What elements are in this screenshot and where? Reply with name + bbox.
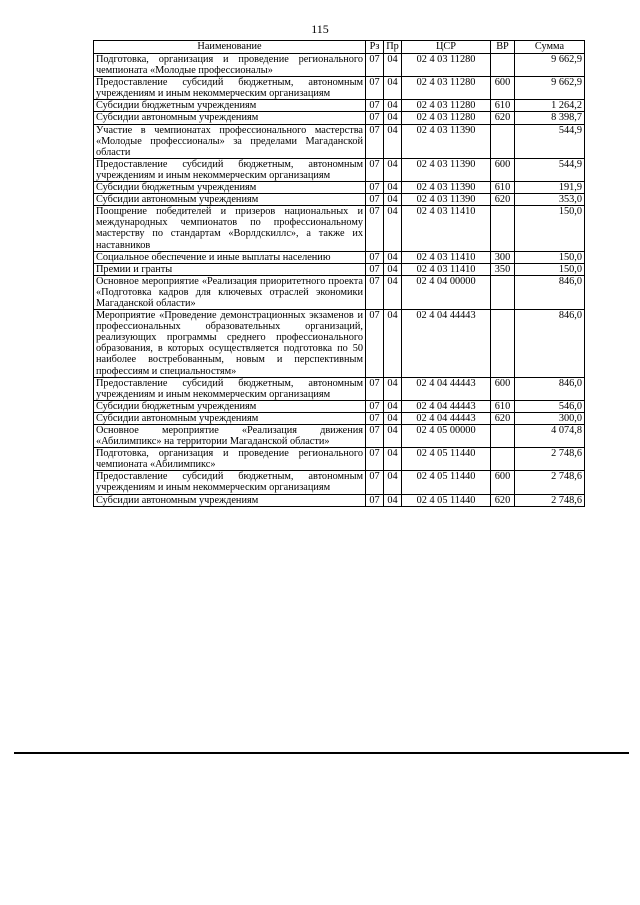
row-pr-cell: 04 [384,377,402,400]
row-pr-cell: 04 [384,182,402,194]
row-sum-cell: 544,9 [515,158,585,181]
row-vr-cell [491,275,515,309]
row-name-cell: Подготовка, организация и проведение регионального чемпионата «Абилимпикс» [94,448,366,471]
row-rz-cell: 07 [366,112,384,124]
row-vr-cell: 620 [491,412,515,424]
row-name-cell: Субсидии автономным учреждениям [94,194,366,206]
table-row [94,377,585,400]
row-vr-cell [491,448,515,471]
table-row [94,448,585,471]
row-csr-cell: 02 4 03 11280 [402,54,491,77]
row-name-cell: Субсидии бюджетным учреждениям [94,100,366,112]
row-rz-cell: 07 [366,263,384,275]
row-name-cell: Мероприятие «Проведение демонстрационных экзаменов и профессиональных образовательных организаций, реализующих программы среднего профессионального образования, в которых осуществляется подготовка по 50 наиболее востребованным, новым и перспективным профессиям и специальностям» [94,310,366,378]
row-name-cell: Социальное обеспечение и иные выплаты населению [94,251,366,263]
header-name: Наименование [94,41,366,54]
row-name-cell: Субсидии автономным учреждениям [94,112,366,124]
row-sum-cell: 150,0 [515,206,585,251]
row-vr-cell: 620 [491,194,515,206]
table-row [94,310,585,378]
row-sum-cell: 1 264,2 [515,100,585,112]
row-csr-cell: 02 4 03 11390 [402,158,491,181]
row-sum-cell: 150,0 [515,263,585,275]
table-row [94,182,585,194]
row-vr-cell: 600 [491,77,515,100]
row-sum-cell: 2 748,6 [515,448,585,471]
row-name-cell: Участие в чемпионатах профессионального мастерства «Молодые профессионалы» за пределами Магаданской области [94,124,366,158]
row-name-cell: Субсидии автономным учреждениям [94,412,366,424]
row-csr-cell: 02 4 03 11390 [402,124,491,158]
row-csr-cell: 02 4 04 44443 [402,377,491,400]
table-row [94,77,585,100]
row-pr-cell: 04 [384,310,402,378]
row-name-cell: Подготовка, организация и проведение регионального чемпионата «Молодые профессионалы» [94,54,366,77]
row-csr-cell: 02 4 03 11280 [402,112,491,124]
row-sum-cell: 544,9 [515,124,585,158]
table-row [94,112,585,124]
row-vr-cell [491,310,515,378]
row-csr-cell: 02 4 04 44443 [402,400,491,412]
row-rz-cell: 07 [366,425,384,448]
table-row [94,471,585,494]
row-rz-cell: 07 [366,471,384,494]
row-pr-cell: 04 [384,100,402,112]
row-csr-cell: 02 4 04 00000 [402,275,491,309]
table-row [94,194,585,206]
row-rz-cell: 07 [366,54,384,77]
table-row [94,275,585,309]
row-vr-cell [491,54,515,77]
row-rz-cell: 07 [366,182,384,194]
row-sum-cell: 9 662,9 [515,54,585,77]
row-sum-cell: 846,0 [515,377,585,400]
row-name-cell: Предоставление субсидий бюджетным, автономным учреждениям и иным некоммерческим организациям [94,377,366,400]
row-vr-cell [491,206,515,251]
row-csr-cell: 02 4 04 44443 [402,310,491,378]
row-csr-cell: 02 4 03 11390 [402,194,491,206]
row-csr-cell: 02 4 05 11440 [402,471,491,494]
row-name-cell: Поощрение победителей и призеров национальных и международных чемпионатов по профессиональному мастерству по стандартам «Ворлдскиллс», а также их наставников [94,206,366,251]
row-csr-cell: 02 4 03 11410 [402,251,491,263]
row-name-cell: Основное мероприятие «Реализация движения «Абилимпикс» на территории Магаданской области» [94,425,366,448]
row-pr-cell: 04 [384,400,402,412]
row-pr-cell: 04 [384,124,402,158]
row-rz-cell: 07 [366,251,384,263]
table-body [94,54,585,507]
header-csr: ЦСР [402,41,491,54]
row-pr-cell: 04 [384,54,402,77]
row-csr-cell: 02 4 03 11410 [402,206,491,251]
row-pr-cell: 04 [384,206,402,251]
header-rz: Рз [366,41,384,54]
row-pr-cell: 04 [384,412,402,424]
row-sum-cell: 2 748,6 [515,471,585,494]
row-pr-cell: 04 [384,77,402,100]
table-header-row [94,41,585,54]
row-csr-cell: 02 4 05 11440 [402,448,491,471]
row-sum-cell: 300,0 [515,412,585,424]
row-sum-cell: 846,0 [515,275,585,309]
row-rz-cell: 07 [366,194,384,206]
header-vr: ВР [491,41,515,54]
row-csr-cell: 02 4 03 11390 [402,182,491,194]
row-csr-cell: 02 4 03 11410 [402,263,491,275]
row-name-cell: Субсидии бюджетным учреждениям [94,400,366,412]
table-row [94,54,585,77]
row-name-cell: Основное мероприятие «Реализация приоритетного проекта «Подготовка кадров для ключевых отраслей экономики Магаданской области» [94,275,366,309]
row-name-cell: Премии и гранты [94,263,366,275]
table-row [94,412,585,424]
row-vr-cell: 620 [491,494,515,506]
row-csr-cell: 02 4 05 11440 [402,494,491,506]
row-rz-cell: 07 [366,412,384,424]
row-pr-cell: 04 [384,494,402,506]
row-sum-cell: 8 398,7 [515,112,585,124]
row-sum-cell: 846,0 [515,310,585,378]
row-rz-cell: 07 [366,275,384,309]
bottom-rule [14,752,629,754]
row-name-cell: Предоставление субсидий бюджетным, автономным учреждениям и иным некоммерческим организациям [94,158,366,181]
row-pr-cell: 04 [384,251,402,263]
row-pr-cell: 04 [384,425,402,448]
row-pr-cell: 04 [384,158,402,181]
row-rz-cell: 07 [366,310,384,378]
row-csr-cell: 02 4 04 44443 [402,412,491,424]
row-sum-cell: 9 662,9 [515,77,585,100]
row-csr-cell: 02 4 03 11280 [402,77,491,100]
row-rz-cell: 07 [366,77,384,100]
row-rz-cell: 07 [366,448,384,471]
table-row [94,124,585,158]
row-sum-cell: 353,0 [515,194,585,206]
row-rz-cell: 07 [366,206,384,251]
table-row [94,251,585,263]
row-rz-cell: 07 [366,377,384,400]
row-sum-cell: 546,0 [515,400,585,412]
row-vr-cell: 620 [491,112,515,124]
budget-table [93,40,585,507]
row-sum-cell: 191,9 [515,182,585,194]
row-pr-cell: 04 [384,448,402,471]
row-pr-cell: 04 [384,471,402,494]
row-rz-cell: 07 [366,400,384,412]
table-row [94,400,585,412]
table-row [94,158,585,181]
row-rz-cell: 07 [366,158,384,181]
row-vr-cell: 610 [491,400,515,412]
row-sum-cell: 4 074,8 [515,425,585,448]
row-sum-cell: 150,0 [515,251,585,263]
row-vr-cell: 600 [491,377,515,400]
row-vr-cell [491,425,515,448]
table-row [94,425,585,448]
row-vr-cell: 300 [491,251,515,263]
table-row [94,494,585,506]
row-pr-cell: 04 [384,275,402,309]
row-name-cell: Предоставление субсидий бюджетным, автономным учреждениям и иным некоммерческим организациям [94,77,366,100]
row-pr-cell: 04 [384,263,402,275]
row-rz-cell: 07 [366,100,384,112]
row-pr-cell: 04 [384,194,402,206]
row-rz-cell: 07 [366,494,384,506]
header-pr: Пр [384,41,402,54]
header-sum: Сумма [515,41,585,54]
row-vr-cell: 610 [491,100,515,112]
row-vr-cell [491,124,515,158]
row-name-cell: Предоставление субсидий бюджетным, автономным учреждениям и иным некоммерческим организациям [94,471,366,494]
row-vr-cell: 600 [491,158,515,181]
row-csr-cell: 02 4 03 11280 [402,100,491,112]
row-name-cell: Субсидии автономным учреждениям [94,494,366,506]
row-sum-cell: 2 748,6 [515,494,585,506]
table-row [94,206,585,251]
table-row [94,100,585,112]
page-number: 115 [311,22,329,36]
row-rz-cell: 07 [366,124,384,158]
row-pr-cell: 04 [384,112,402,124]
row-vr-cell: 600 [491,471,515,494]
row-name-cell: Субсидии бюджетным учреждениям [94,182,366,194]
row-vr-cell: 610 [491,182,515,194]
row-vr-cell: 350 [491,263,515,275]
row-csr-cell: 02 4 05 00000 [402,425,491,448]
table-row [94,263,585,275]
